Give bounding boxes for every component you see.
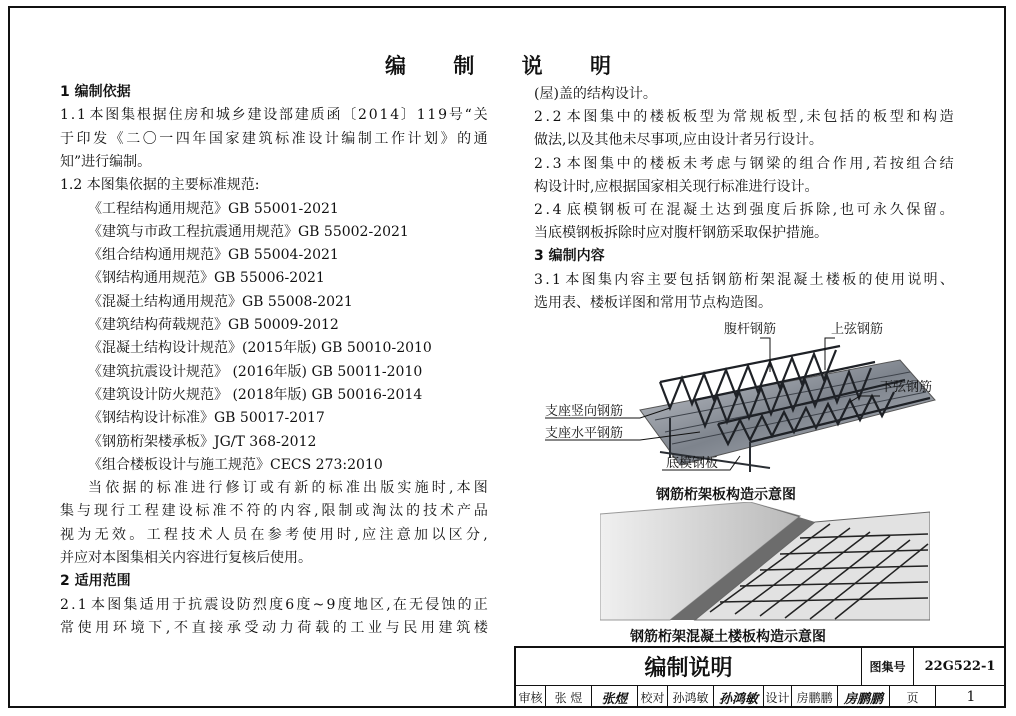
top-chord-label: 上弦钢筋 bbox=[831, 322, 884, 337]
page-title: 编 制 说 明 bbox=[385, 54, 631, 78]
left-text-line: 《建筑结构荷载规范》GB 50009-2012 bbox=[88, 317, 339, 333]
reviewer-signature: 张煜 bbox=[592, 686, 638, 708]
reviewer-name: 张 煜 bbox=[546, 686, 592, 708]
designer-name: 房鹏鹏 bbox=[792, 686, 838, 708]
left-text-line: 《建筑与市政工程抗震通用规范》GB 55002-2021 bbox=[88, 223, 409, 240]
right-text-line: 2 . 3 本 图 集 中 的 楼 板 未 考 虑 与 钢 梁 的 组 合 作 用 , 若 按 组 合 结 bbox=[534, 155, 954, 172]
left-text-line: 《混凝土结构设计规范》(2015年版) GB 50010-2010 bbox=[88, 340, 432, 357]
web-bar-label: 腹杆钢筋 bbox=[724, 322, 777, 337]
left-text-line: 常 使 用 环 境 下 , 不 直 接 承 受 动 力 荷 载 的 工 业 与 民 用 建 筑 楼 bbox=[60, 619, 488, 636]
page-number: 1 bbox=[966, 689, 976, 705]
right-text-line: 3 . 1 本 图 集 内 容 主 要 包 括 钢 筋 桁 架 混 凝 土 楼 板 的 使 用 说 明 、 bbox=[534, 271, 954, 288]
left-text-line: 于 印 发 《 二 〇 一 四 年 国 家 建 筑 标 准 设 计 编 制 工 作 计 划 》 的 通 bbox=[60, 130, 488, 147]
right-text-line: 2 . 2 本 图 集 中 的 楼 板 板 型 为 常 规 板 型 , 未 包 括 的 板 型 和 构 造 bbox=[534, 109, 954, 126]
left-text-line: 《钢筋桁架楼承板》JG/T 368-2012 bbox=[88, 433, 317, 450]
review-label: 审核 bbox=[516, 686, 546, 708]
left-text-line: 1 . 1 本 图 集 根 据 住 房 和 城 乡 建 设 部 建 质 函 〔 2 0 1 4 〕 1 1 9 号 “ 关 bbox=[60, 107, 488, 124]
left-text-line: 视 为 无 效 。 工 程 技 术 人 员 在 参 考 使 用 时 , 应 注 意 加 以 区 分 , bbox=[60, 526, 488, 543]
left-text-line: 《建筑抗震设计规范》 (2016年版) GB 50011-2010 bbox=[88, 363, 423, 380]
right-text-line: 构设计时,应根据国家相关现行标准进行设计。 bbox=[534, 178, 819, 195]
figure1-caption: 钢筋桁架板构造示意图 bbox=[656, 487, 796, 503]
left-text-line: 《钢结构通用规范》GB 55006-2021 bbox=[88, 270, 325, 287]
left-text-line: 《组合结构通用规范》GB 55004-2021 bbox=[88, 247, 339, 264]
left-text-line: 2 . 1 本 图 集 适 用 于 抗 震 设 防 烈 度 6 度 ~ 9 度 地 区 , 在 无 侵 蚀 的 正 bbox=[60, 596, 488, 613]
right-text-line: 做法,以及其他未尽事项,应由设计者另行设计。 bbox=[534, 132, 823, 149]
right-text-line: (屋)盖的结构设计。 bbox=[534, 86, 657, 102]
page-label: 页 bbox=[890, 686, 936, 708]
left-text-line: 《组合楼板设计与施工规范》CECS 273:2010 bbox=[88, 456, 383, 473]
left-text-line: 《建筑设计防火规范》 (2018年版) GB 50016-2014 bbox=[88, 386, 423, 403]
left-text-line: 《工程结构通用规范》GB 55001-2021 bbox=[88, 200, 339, 217]
checker-name: 孙鸿敏 bbox=[668, 686, 714, 708]
left-text-line: 知”进行编制。 bbox=[60, 153, 152, 170]
right-text-line: 2 . 4 底 模 钢 板 可 在 混 凝 土 达 到 强 度 后 拆 除 , 也 可 永 久 保 留 。 bbox=[534, 202, 954, 218]
right-text-line: 当底模钢板拆除时应对腹杆钢筋采取保护措施。 bbox=[534, 225, 828, 242]
atlas-no: 22G522-1 bbox=[914, 648, 1006, 686]
figure2-caption: 钢筋桁架混凝土楼板构造示意图 bbox=[630, 629, 826, 645]
left-text-line: 《钢结构设计标准》GB 50017-2017 bbox=[88, 410, 325, 427]
left-text-line: 集 与 现 行 工 程 建 设 标 准 不 符 的 内 容 , 限 制 或 淘 汰 的 技 术 产 品 bbox=[60, 503, 488, 520]
design-label: 设计 bbox=[764, 686, 792, 708]
right-text-line: 3 编制内容 bbox=[534, 248, 605, 265]
left-text-line: 并应对本图集相关内容进行复核后使用。 bbox=[60, 550, 312, 566]
left-text-line: 2 适用范围 bbox=[60, 573, 131, 590]
floor-slab-figure bbox=[600, 502, 930, 622]
atlas-no-label: 图集号 bbox=[862, 648, 914, 686]
left-text-line: 1.2 本图集依据的主要标准规范: bbox=[60, 177, 260, 194]
title-block-title: 编制说明 bbox=[516, 648, 862, 686]
bottom-chord-label: 下弦钢筋 bbox=[880, 380, 933, 395]
bottom-plate-label: 底模钢板 bbox=[666, 456, 719, 471]
support-horizontal-label: 支座水平钢筋 bbox=[545, 426, 624, 441]
title-block bbox=[514, 646, 1006, 708]
checker-signature: 孙鸿敏 bbox=[714, 686, 764, 708]
designer-signature: 房鹏鹏 bbox=[838, 686, 890, 708]
right-text-line: 选用表、楼板详图和常用节点构造图。 bbox=[534, 294, 772, 311]
left-text-line: 1 编制依据 bbox=[60, 84, 131, 100]
left-text-line: 当 依 据 的 标 准 进 行 修 订 或 有 新 的 标 准 出 版 实 施 时 , 本 图 bbox=[88, 480, 488, 497]
left-text-line: 《混凝土结构通用规范》GB 55008-2021 bbox=[88, 293, 353, 310]
support-vertical-label: 支座竖向钢筋 bbox=[545, 404, 624, 419]
check-label: 校对 bbox=[638, 686, 668, 708]
